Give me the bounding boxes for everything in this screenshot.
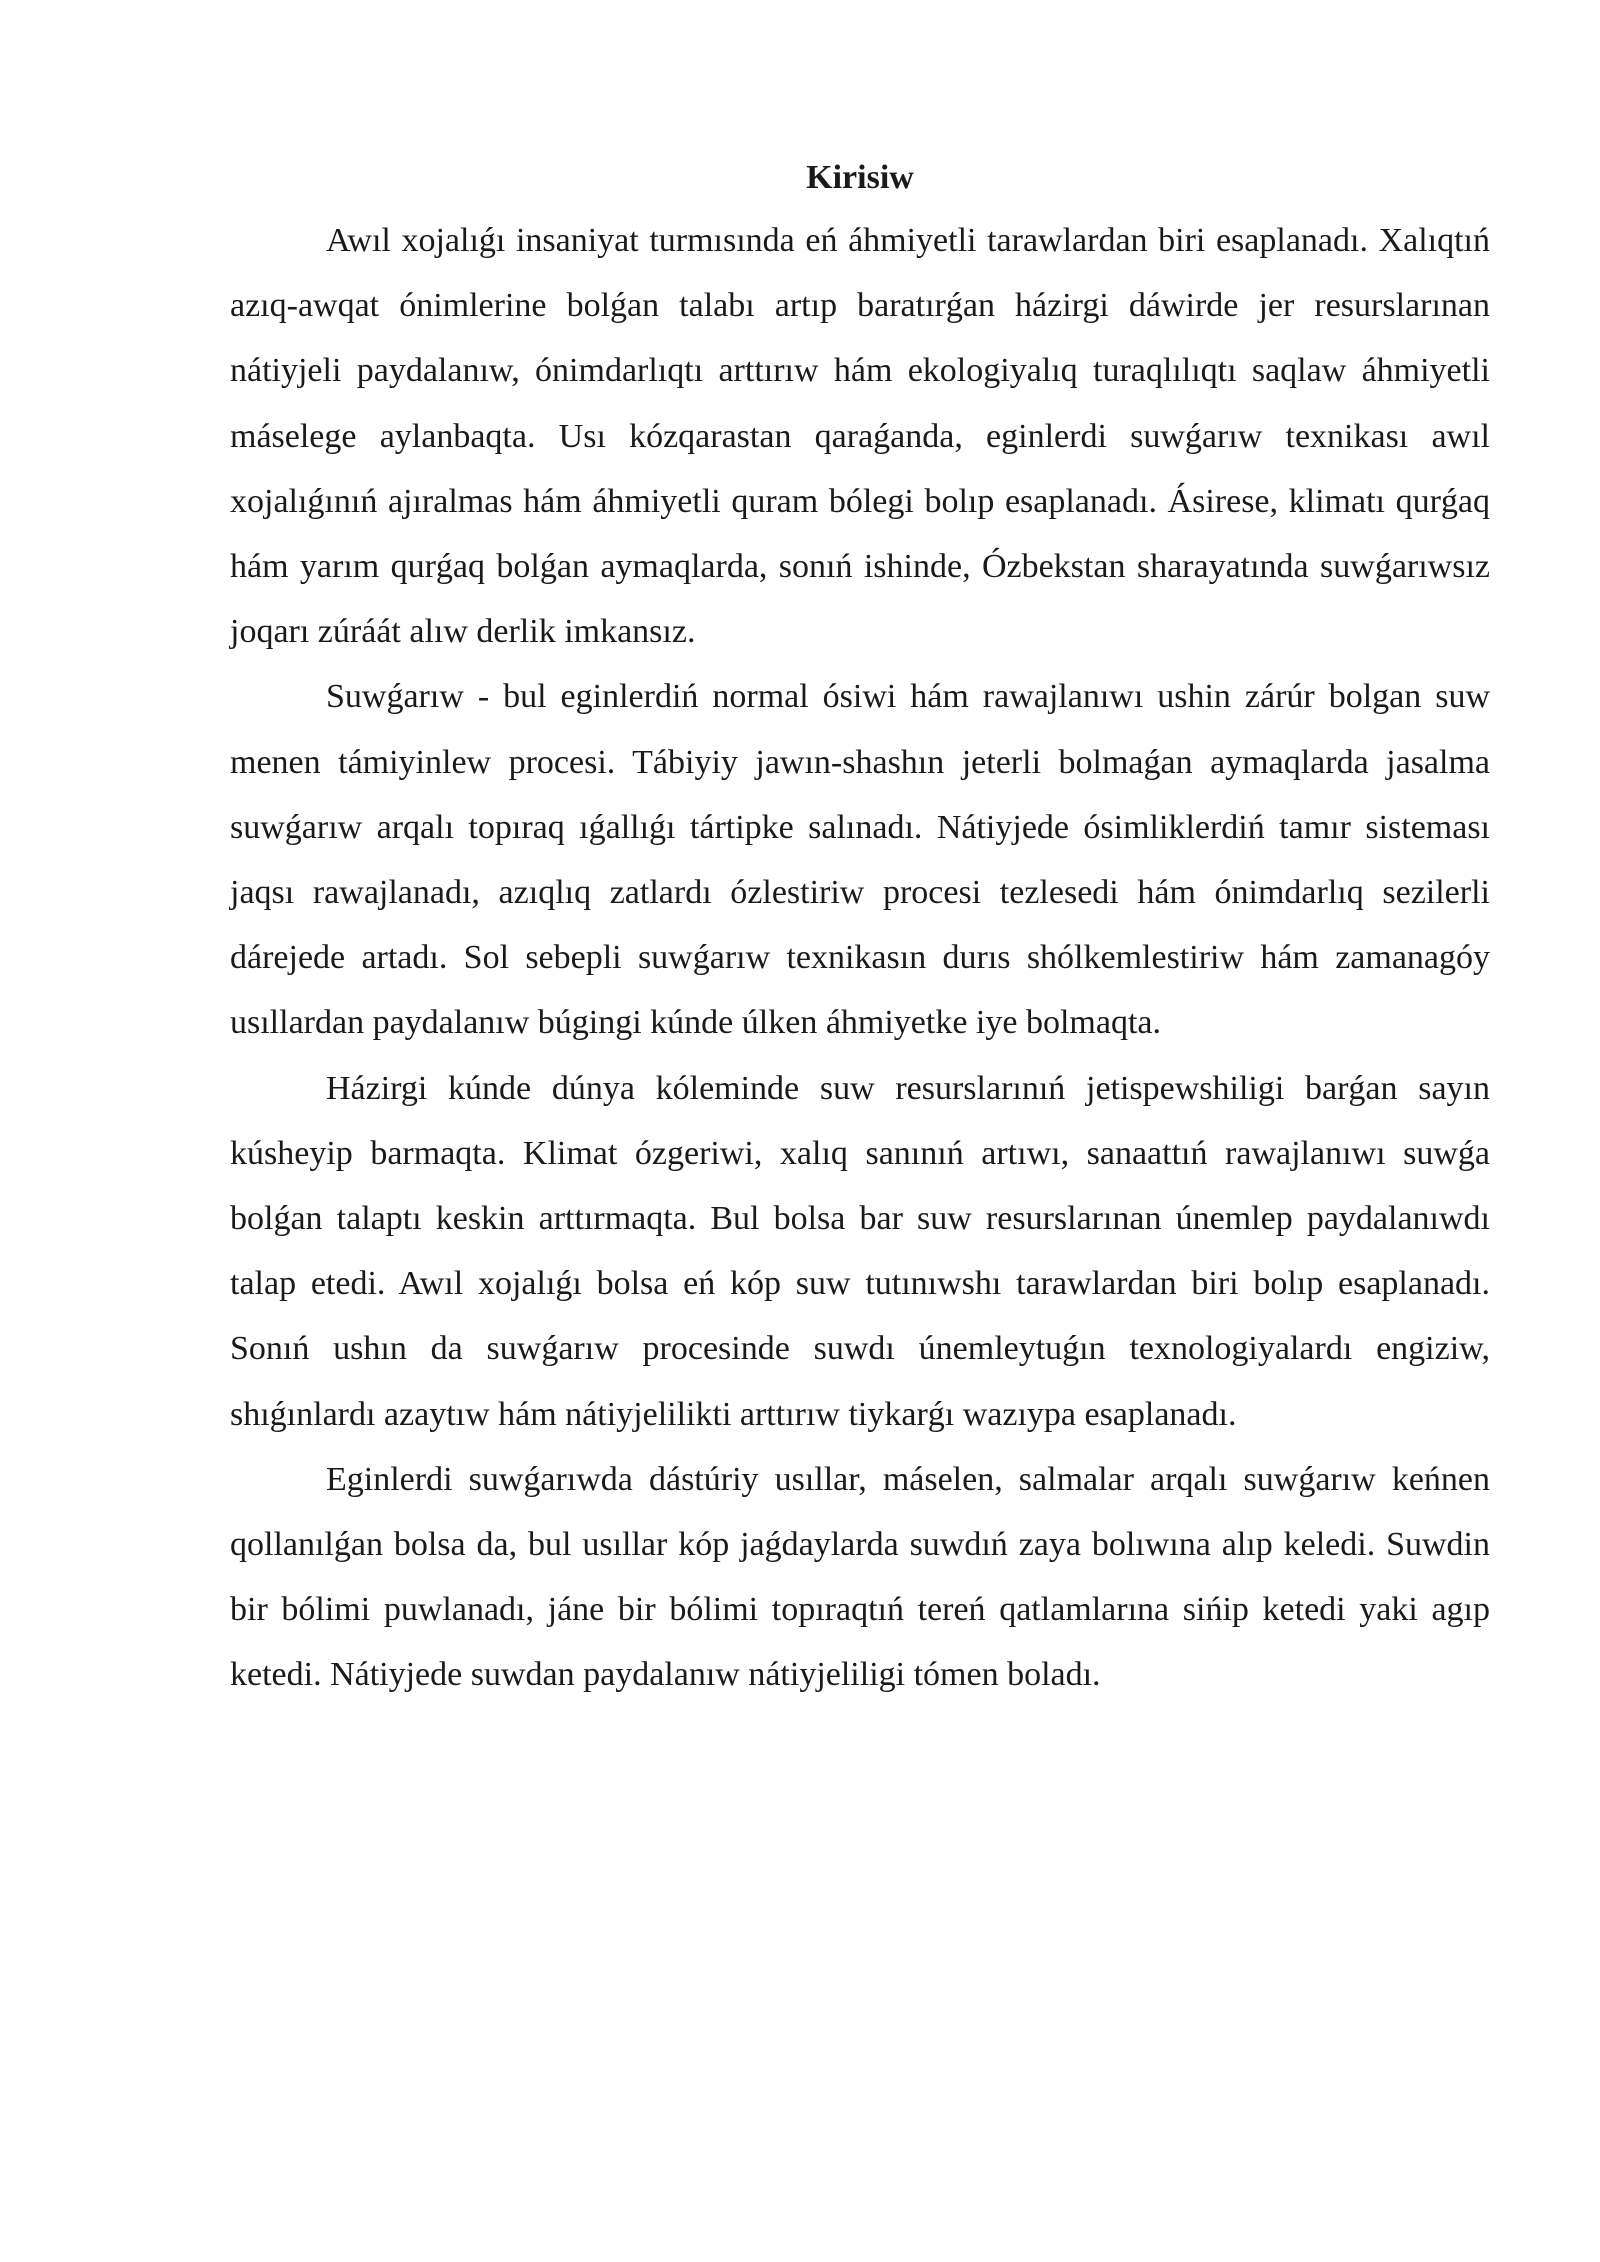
paragraph-irrigation-definition: Suwǵarıw - bul eginlerdiń normal ósiwi hám rawajlanıwı ushin zárúr bolgan suw menen támiyinlew procesi. Tábiyiy jawın-shashın jeterli bolmaǵan aymaqlarda jasalma suwǵarıw arqalı topıraq ıǵallıǵı tártipke salınadı. Nátiyjede ósimliklerdiń tamır sisteması jaqsı rawajlanadı, azıqlıq zatlardı ózlestiriw procesi tezlesedi hám ónimdarlıq sezilerli dárejede artadı. Sol sebepli suwǵarıw texnikasın durıs shólkemlestiriw hám zamanagóy usıllardan paydalanıw búgingi kúnde úlken áhmiyetke iye bolmaqta. <box>230 678 1490 1042</box>
page-title: Kirisiw <box>806 159 914 196</box>
paragraph-water-scarcity: Házirgi kúnde dúnya kóleminde suw resurslarınıń jetispewshiligi barǵan sayın kúsheyip barmaqta. Klimat ózgeriwi, xalıq sanınıń artıwı, sanaattıń rawajlanıwı suwǵa bolǵan talaptı keskin arttırmaqta. Bul bolsa bar suw resurslarınan únemlep paydalanıwdı talap etedi. Awıl xojalıǵı bolsa eń kóp suw tutınıwshı tarawlardan biri bolıp esaplanadı. Sonıń ushın da suwǵarıw procesinde suwdı únemleytuǵın texnologiyalardı engiziw, shıǵınlardı azaytıw hám nátiyjelilikti arttırıw tiykarǵı wazıypa esaplanadı. <box>230 1069 1490 1433</box>
paragraph-traditional-methods: Eginlerdi suwǵarıwda dástúriy usıllar, máselen, salmalar arqalı suwǵarıw keńnen qollanılǵan bolsa da, bul usıllar kóp jaǵdaylarda suwdıń zaya bolıwına alıp keledi. Suwdin bir bólimi puwlanadı, jáne bir bólimi topıraqtıń tereń qatlamlarına sińip ketedi yaki agıp ketedi. Nátiyjede suwdan paydalanıw nátiyjeliligi tómen boladı. <box>230 1460 1490 1694</box>
paragraph-intro: Awıl xojalıǵı insaniyat turmısında eń áhmiyetli tarawlardan biri esaplanadı. Xalıqtıń azıq-awqat ónimlerine bolǵan talabı artıp baratırǵan házirgi dáwirde jer resurslarınan nátiyjeli paydalanıw, ónimdarlıqtı arttırıw hám ekologiyalıq turaqlılıqtı saqlaw áhmiyetli máselege aylanbaqta. Usı kózqarastan qaraǵanda, eginlerdi suwǵarıw texnikası awıl xojalıǵınıń ajıralmas hám áhmiyetli quram bólegi bolıp esaplanadı. Ásirese, klimatı qurǵaq hám yarım qurǵaq bolǵan aymaqlarda, sonıń ishinde, Ózbekstan sharayatında suwǵarıwsız joqarı zúráát alıw derlik imkansız. <box>230 222 1490 651</box>
document-page <box>230 148 1490 1708</box>
